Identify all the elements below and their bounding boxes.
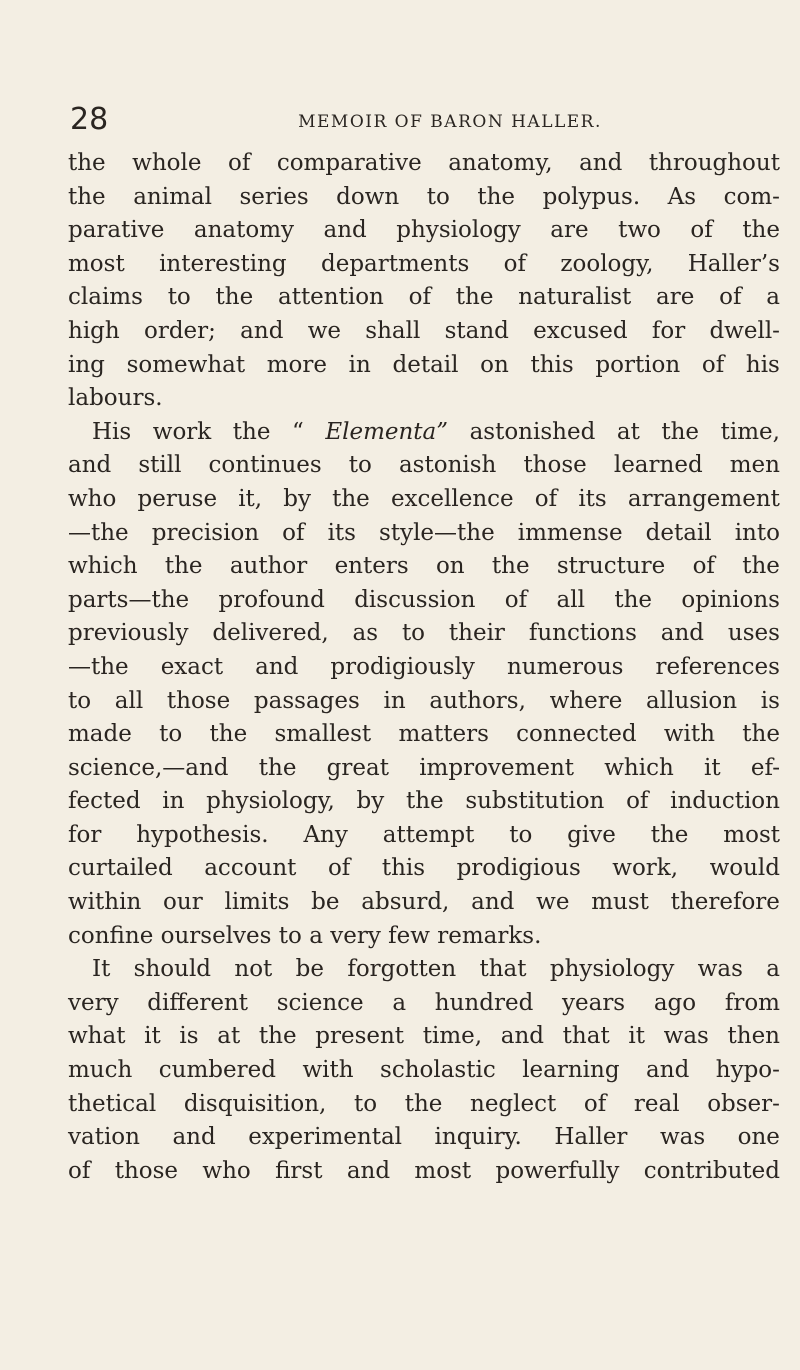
word: ing bbox=[68, 351, 105, 378]
word: numerous bbox=[506, 653, 624, 680]
text-line bbox=[68, 685, 780, 719]
text-line bbox=[68, 181, 780, 215]
word: improvement bbox=[419, 754, 575, 781]
word: the bbox=[742, 721, 780, 748]
word: physiology bbox=[396, 217, 521, 244]
word: and bbox=[579, 150, 623, 176]
word: of bbox=[282, 519, 305, 546]
word: present bbox=[315, 1023, 405, 1050]
word: references bbox=[655, 653, 780, 680]
word: induction bbox=[670, 788, 780, 815]
word: and bbox=[660, 620, 705, 647]
word: it, bbox=[238, 485, 263, 512]
text-line bbox=[68, 281, 780, 315]
word: Elementa” bbox=[325, 418, 449, 445]
word: somewhat bbox=[126, 351, 246, 378]
word: hypothesis. bbox=[136, 821, 269, 848]
word: our bbox=[163, 889, 203, 916]
word: to bbox=[68, 687, 92, 714]
word: first bbox=[275, 1157, 323, 1184]
word: it bbox=[704, 754, 721, 781]
word: anatomy, bbox=[448, 150, 553, 176]
text-line bbox=[68, 819, 780, 853]
word: confine bbox=[68, 922, 154, 949]
word: vation bbox=[68, 1124, 140, 1151]
word: be bbox=[295, 956, 324, 983]
word: great bbox=[326, 754, 389, 781]
word: science,—and bbox=[68, 754, 229, 781]
word: more bbox=[266, 351, 328, 378]
word: the bbox=[215, 284, 254, 311]
word: portion bbox=[595, 351, 681, 378]
word: “ bbox=[292, 418, 304, 445]
word: and bbox=[255, 653, 299, 680]
word: to bbox=[426, 183, 450, 210]
word: science bbox=[276, 989, 364, 1016]
text-line bbox=[68, 920, 780, 954]
word: detail bbox=[392, 351, 459, 378]
word: to bbox=[278, 922, 302, 949]
word: give bbox=[567, 821, 616, 848]
text-line bbox=[68, 1155, 780, 1189]
word: its bbox=[327, 519, 356, 546]
text-line bbox=[68, 214, 780, 248]
word: ef- bbox=[750, 754, 780, 781]
word: time, bbox=[720, 418, 780, 445]
word: should bbox=[133, 956, 212, 983]
word: real bbox=[633, 1090, 680, 1117]
word: still bbox=[138, 452, 182, 479]
word: most bbox=[68, 250, 125, 277]
word: precision bbox=[151, 519, 260, 546]
word: parative bbox=[68, 217, 165, 244]
word: enters bbox=[334, 553, 409, 580]
word: work, bbox=[612, 855, 679, 882]
word: connected bbox=[516, 721, 637, 748]
word: shall bbox=[365, 317, 421, 344]
word: peruse bbox=[137, 485, 218, 512]
text-line bbox=[68, 953, 780, 987]
word: allusion bbox=[646, 687, 738, 714]
word: a bbox=[309, 922, 323, 949]
word: was bbox=[659, 1124, 706, 1151]
text-line bbox=[68, 785, 780, 819]
word: claims bbox=[68, 284, 143, 311]
word: smallest bbox=[274, 721, 372, 748]
text-line bbox=[68, 752, 780, 786]
word: in bbox=[162, 788, 185, 815]
word: to bbox=[509, 821, 533, 848]
word: was bbox=[697, 956, 743, 983]
text-line bbox=[68, 349, 780, 383]
word: the bbox=[405, 788, 444, 815]
word: animal bbox=[133, 183, 212, 210]
word: from bbox=[724, 989, 780, 1016]
word: of bbox=[692, 553, 715, 580]
word: of bbox=[719, 284, 742, 311]
word: parts—the bbox=[68, 586, 190, 613]
word: its bbox=[578, 485, 607, 512]
word: to bbox=[353, 1090, 378, 1117]
word: ago bbox=[653, 989, 697, 1016]
word: comparative bbox=[276, 150, 422, 176]
word: are bbox=[656, 284, 695, 311]
word: then bbox=[727, 1023, 780, 1050]
word: learned bbox=[613, 452, 703, 479]
word: it bbox=[144, 1023, 161, 1050]
text-line bbox=[68, 886, 780, 920]
word: what bbox=[68, 1023, 126, 1050]
word: structure bbox=[556, 553, 666, 580]
word: where bbox=[549, 687, 623, 714]
page-header bbox=[70, 100, 760, 140]
word: limits bbox=[224, 889, 290, 916]
word: and bbox=[172, 1124, 216, 1151]
word: neglect bbox=[470, 1090, 557, 1117]
word: thetical bbox=[68, 1090, 157, 1117]
word: As bbox=[667, 183, 697, 210]
word: the bbox=[164, 553, 203, 580]
word: continues bbox=[208, 452, 322, 479]
word: on bbox=[435, 553, 465, 580]
word: to bbox=[167, 284, 191, 311]
word: are bbox=[550, 217, 589, 244]
word: a bbox=[392, 989, 407, 1016]
word: in bbox=[383, 687, 406, 714]
word: and bbox=[68, 452, 112, 479]
word: the bbox=[68, 150, 106, 176]
word: author bbox=[229, 553, 308, 580]
word: the bbox=[661, 418, 700, 445]
word: the bbox=[614, 586, 652, 613]
text-line bbox=[68, 147, 780, 181]
word: of bbox=[690, 217, 713, 244]
word: for bbox=[68, 821, 102, 848]
word: was bbox=[663, 1023, 709, 1050]
word: zoology, bbox=[560, 250, 654, 277]
word: uses bbox=[727, 620, 780, 647]
word: to bbox=[159, 721, 183, 748]
word: men bbox=[729, 452, 780, 479]
word: disquisition, bbox=[183, 1090, 327, 1117]
word: must bbox=[591, 889, 649, 916]
word: which bbox=[68, 553, 138, 580]
word: much bbox=[68, 1057, 133, 1084]
word: in bbox=[348, 351, 371, 378]
word: —the bbox=[68, 519, 129, 546]
text-line bbox=[68, 1054, 780, 1088]
word: matters bbox=[398, 721, 489, 748]
word: of bbox=[503, 250, 527, 277]
word: made bbox=[68, 721, 132, 748]
word: inquiry. bbox=[434, 1124, 522, 1151]
word: arrangement bbox=[627, 485, 780, 512]
text-line bbox=[68, 248, 780, 282]
text-line bbox=[68, 987, 780, 1021]
word: series bbox=[239, 183, 309, 210]
word: into bbox=[734, 519, 780, 546]
word: not bbox=[234, 956, 273, 983]
word: his bbox=[745, 351, 780, 378]
word: —the bbox=[68, 653, 129, 680]
running-head: MEMOIR OF BARON HALLER. bbox=[298, 112, 602, 132]
word: physiology, bbox=[206, 788, 335, 815]
word: on bbox=[480, 351, 509, 378]
word: prodigious bbox=[456, 855, 581, 882]
word: and bbox=[646, 1057, 690, 1084]
word: polypus. bbox=[542, 183, 641, 210]
word: previously bbox=[68, 620, 189, 647]
word: it bbox=[628, 1023, 645, 1050]
word: delivered, bbox=[212, 620, 329, 647]
page-number: 28 bbox=[70, 102, 109, 137]
word: the bbox=[68, 183, 106, 210]
word: of bbox=[534, 485, 558, 512]
word: which bbox=[604, 754, 674, 781]
word: learning bbox=[522, 1057, 620, 1084]
word: departments bbox=[321, 250, 470, 277]
word: hypo- bbox=[715, 1057, 780, 1084]
word: of bbox=[408, 284, 432, 311]
word: and bbox=[471, 889, 515, 916]
word: their bbox=[448, 620, 505, 647]
word: those bbox=[166, 687, 231, 714]
word: order; bbox=[143, 317, 216, 344]
word: immense bbox=[517, 519, 623, 546]
word: to bbox=[401, 620, 426, 647]
word: scholastic bbox=[380, 1057, 496, 1084]
word: is bbox=[179, 1023, 199, 1050]
word: of bbox=[68, 1157, 91, 1184]
word: labours. bbox=[68, 385, 163, 412]
word: curtailed bbox=[68, 855, 173, 882]
word: opinions bbox=[681, 586, 780, 613]
word: account bbox=[204, 855, 297, 882]
text-line bbox=[68, 483, 780, 517]
word: profound bbox=[218, 586, 325, 613]
word: be bbox=[311, 889, 340, 916]
word: and bbox=[346, 1157, 391, 1184]
word: different bbox=[147, 989, 248, 1016]
word: fected bbox=[68, 788, 141, 815]
word: the bbox=[258, 754, 297, 781]
word: exact bbox=[160, 653, 224, 680]
word: work bbox=[152, 418, 212, 445]
word: as bbox=[352, 620, 379, 647]
word: and bbox=[240, 317, 284, 344]
word: one bbox=[737, 1124, 780, 1151]
word: of bbox=[583, 1090, 607, 1117]
word: of bbox=[504, 586, 528, 613]
word: detail bbox=[645, 519, 712, 546]
word: that bbox=[479, 956, 527, 983]
text-line bbox=[68, 617, 780, 651]
word: those bbox=[523, 452, 587, 479]
word: hundred bbox=[434, 989, 534, 1016]
text-line bbox=[68, 584, 780, 618]
word: stand bbox=[444, 317, 509, 344]
body-text bbox=[68, 147, 780, 1188]
word: we bbox=[536, 889, 570, 916]
word: of bbox=[227, 150, 251, 176]
word: Haller bbox=[554, 1124, 628, 1151]
word: by bbox=[283, 485, 311, 512]
word: all bbox=[556, 586, 585, 613]
word: who bbox=[68, 485, 117, 512]
word: a bbox=[766, 956, 780, 983]
text-line bbox=[68, 651, 780, 685]
word: within bbox=[68, 889, 142, 916]
text-line bbox=[68, 416, 780, 450]
word: Haller’s bbox=[687, 250, 780, 277]
word: we bbox=[307, 317, 341, 344]
word: and bbox=[500, 1023, 544, 1050]
word: of bbox=[701, 351, 725, 378]
word: ourselves bbox=[160, 922, 272, 949]
word: experimental bbox=[248, 1124, 403, 1151]
word: the bbox=[455, 284, 494, 311]
word: by bbox=[356, 788, 385, 815]
word: excused bbox=[533, 317, 628, 344]
text-line bbox=[68, 718, 780, 752]
word: cumbered bbox=[158, 1057, 276, 1084]
word: high bbox=[68, 317, 120, 344]
word: attention bbox=[277, 284, 384, 311]
word: of bbox=[626, 788, 649, 815]
word: absurd, bbox=[361, 889, 450, 916]
word: a bbox=[766, 284, 780, 311]
word: whole bbox=[132, 150, 202, 176]
word: functions bbox=[528, 620, 637, 647]
word: interesting bbox=[159, 250, 287, 277]
word: two bbox=[618, 217, 661, 244]
word: astonish bbox=[398, 452, 497, 479]
word: style—the bbox=[379, 519, 495, 546]
text-line bbox=[68, 852, 780, 886]
word: is bbox=[760, 687, 780, 714]
word: time, bbox=[422, 1023, 483, 1050]
word: the bbox=[477, 183, 516, 210]
word: the bbox=[232, 418, 271, 445]
word: obser- bbox=[707, 1090, 780, 1117]
word: substitution bbox=[465, 788, 605, 815]
word: remarks. bbox=[437, 922, 542, 949]
word: this bbox=[381, 855, 426, 882]
word: authors, bbox=[429, 687, 526, 714]
word: would bbox=[709, 855, 780, 882]
word: who bbox=[202, 1157, 251, 1184]
word: few bbox=[388, 922, 430, 949]
word: therefore bbox=[670, 889, 780, 916]
word: of bbox=[327, 855, 351, 882]
word: the bbox=[650, 821, 689, 848]
word: down bbox=[336, 183, 400, 210]
word: prodigiously bbox=[330, 653, 475, 680]
text-line bbox=[68, 1088, 780, 1122]
word: physiology bbox=[549, 956, 675, 983]
word: the bbox=[491, 553, 530, 580]
text-line bbox=[68, 1121, 780, 1155]
word: com- bbox=[723, 183, 780, 210]
word: that bbox=[562, 1023, 610, 1050]
word: It bbox=[92, 956, 111, 983]
text-line bbox=[68, 315, 780, 349]
word: very bbox=[330, 922, 381, 949]
text-line bbox=[68, 550, 780, 584]
text-line bbox=[68, 517, 780, 551]
word: the bbox=[742, 553, 780, 580]
word: most bbox=[723, 821, 780, 848]
word: dwell- bbox=[709, 317, 780, 344]
word: very bbox=[68, 989, 119, 1016]
word: powerfully bbox=[495, 1157, 620, 1184]
word: the bbox=[258, 1023, 297, 1050]
word: Any bbox=[303, 821, 348, 848]
word: this bbox=[530, 351, 574, 378]
word: the bbox=[209, 721, 248, 748]
word: anatomy bbox=[193, 217, 295, 244]
word: with bbox=[663, 721, 715, 748]
word: all bbox=[114, 687, 144, 714]
word: attempt bbox=[382, 821, 475, 848]
word: and bbox=[323, 217, 367, 244]
word: naturalist bbox=[518, 284, 632, 311]
word: with bbox=[302, 1057, 354, 1084]
word: contributed bbox=[643, 1157, 780, 1184]
word: the bbox=[742, 217, 780, 244]
word: to bbox=[348, 452, 372, 479]
word: at bbox=[217, 1023, 241, 1050]
word: most bbox=[414, 1157, 472, 1184]
word: for bbox=[651, 317, 686, 344]
word: astonished bbox=[469, 418, 596, 445]
text-line bbox=[68, 1020, 780, 1054]
word: at bbox=[616, 418, 640, 445]
word: passages bbox=[253, 687, 360, 714]
word: those bbox=[114, 1157, 179, 1184]
word: the bbox=[332, 485, 370, 512]
word: throughout bbox=[648, 150, 780, 176]
word: His bbox=[92, 418, 132, 445]
text-line bbox=[68, 382, 780, 416]
word: forgotten bbox=[347, 956, 457, 983]
word: discussion bbox=[354, 586, 476, 613]
word: years bbox=[562, 989, 626, 1016]
word: excellence bbox=[390, 485, 514, 512]
text-line bbox=[68, 449, 780, 483]
word: the bbox=[404, 1090, 443, 1117]
